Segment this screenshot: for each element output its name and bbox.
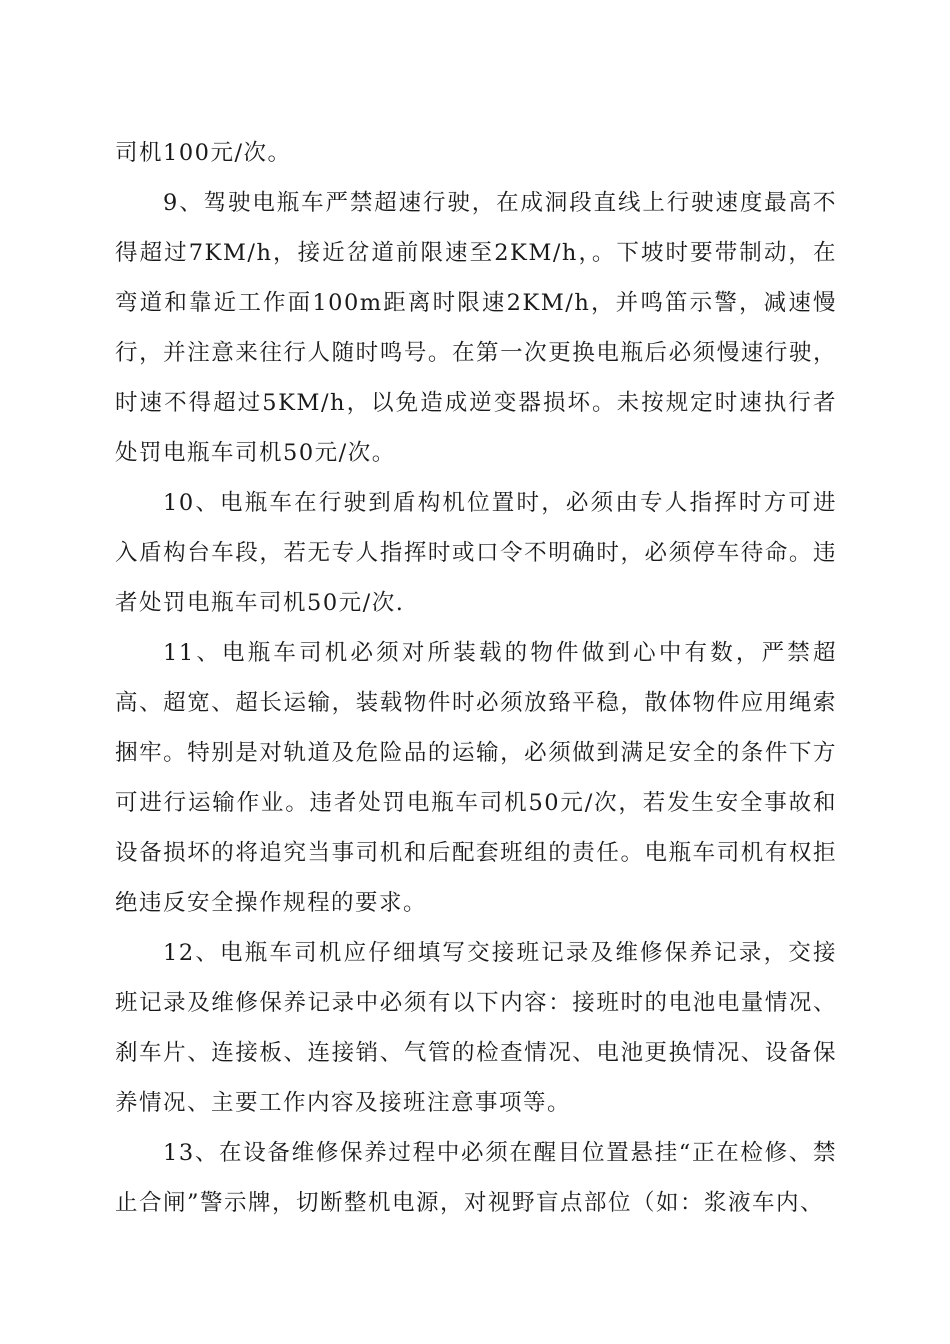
paragraph-continuation: 司机100元/次。 [115,140,292,166]
paragraph-rule-10: 10、电瓶车在行驶到盾构机位置时，必须由专人指挥时方可进入盾构台车段，若无专人指挥时或口令不明确时，必须停车待命。违者处罚电瓶车司机50元/次. [115,490,837,616]
paragraph-rule-9: 9、驾驶电瓶车严禁超速行驶，在成洞段直线上行驶速度最高不得超过7KM/h，接近岔道前限速至2KM/h，。下坡时要带制动，在弯道和靠近工作面100m距离时限速2KM/h，并鸣笛示警，减速慢行，并注意来往行人随时鸣号。在第一次更换电瓶后必须慢速行驶，时速不得超过5KM/h，以免造成逆变器损坏。未按规定时速执行者处罚电瓶车司机50元/次。 [115,190,837,466]
paragraph-rule-13: 13、在设备维修保养过程中必须在醒目位置悬挂“正在检修、禁止合闸”警示牌，切断整机电源，对视野盲点部位（如：浆液车内、 [115,1140,837,1216]
paragraph-rule-11: 11、电瓶车司机必须对所装载的物件做到心中有数，严禁超高、超宽、超长运输，装载物件时必须放臵平稳，散体物件应用绳索捆牢。特别是对轨道及危险品的运输，必须做到满足安全的条件下方可进行运输作业。违者处罚电瓶车司机50元/次，若发生安全事故和设备损坏的将追究当事司机和后配套班组的责任。电瓶车司机有权拒绝违反安全操作规程的要求。 [115,640,837,916]
document-body [115,128,837,1228]
paragraph-rule-12: 12、电瓶车司机应仔细填写交接班记录及维修保养记录，交接班记录及维修保养记录中必须有以下内容：接班时的电池电量情况、刹车片、连接板、连接销、气管的检查情况、电池更换情况、设备保养情况、主要工作内容及接班注意事项等。 [115,940,837,1116]
